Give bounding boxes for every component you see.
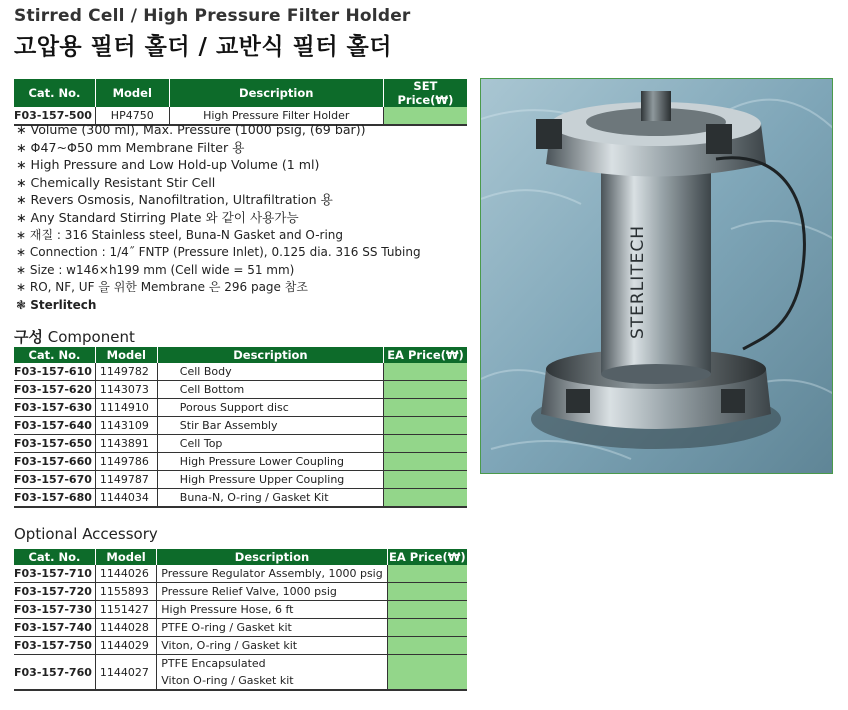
description: High Pressure Filter Holder [169,107,383,125]
description: Pressure Regulator Assembly, 1000 psig [157,565,387,583]
price-cell [387,637,467,655]
brand-engraving: STERLITECH [628,225,648,339]
cat-no: F03-157-760 [14,655,95,691]
feature-item: ∗ Φ47~Φ50 mm Membrane Filter 용 [16,139,245,155]
price-cell [384,453,467,471]
price-cell [384,363,467,381]
description-line-1: PTFE Encapsulated [161,657,266,670]
price-cell [384,381,467,399]
price-cell [384,489,467,508]
feature-item: ∗ Chemically Resistant Stir Cell [16,174,216,190]
description: Cell Bottom [157,381,383,399]
table-row [14,583,467,601]
model: HP4750 [95,107,169,125]
page-title-english: Stirred Cell / High Pressure Filter Holder [14,6,411,26]
cat-no: F03-157-720 [14,583,95,601]
model: 1143109 [95,417,157,435]
table-row [14,637,467,655]
header-model: Model [95,549,156,565]
header-cat-no: Cat. No. [14,549,95,565]
component-table [14,347,467,508]
cat-no: F03-157-730 [14,601,95,619]
header-cat-no: Cat. No. [14,79,95,107]
model: 1151427 [95,601,156,619]
description: Buna-N, O-ring / Gasket Kit [157,489,383,508]
model: 1144029 [95,637,156,655]
feature-list [16,121,421,315]
stirred-cell-illustration [481,79,833,474]
feature-item: ∗ Any Standard Stirring Plate 와 같이 사용가능 [16,209,299,225]
cat-no: F03-157-500 [14,107,95,125]
cat-no: F03-157-620 [14,381,95,399]
description: Cell Top [157,435,383,453]
price-cell [387,565,467,583]
header-price: EA Price(₩) [389,550,466,564]
description: Cell Body [157,363,383,381]
description: Pressure Relief Valve, 1000 psig [157,583,387,601]
model: 1155893 [95,583,156,601]
feature-item: ∗ Size : w146×h199 mm (Cell wide = 51 mm) [16,262,295,277]
description [157,655,387,691]
table-row [14,489,467,508]
cat-no: F03-157-680 [14,489,95,508]
description: High Pressure Hose, 6 ft [157,601,387,619]
price-cell [387,601,467,619]
model: 1114910 [95,399,157,417]
model: 1144034 [95,489,157,508]
table-row [14,363,467,381]
description: High Pressure Lower Coupling [157,453,383,471]
model: 1143073 [95,381,157,399]
table-header-row [14,549,467,565]
model: 1144027 [95,655,156,691]
table-row [14,601,467,619]
cat-no: F03-157-630 [14,399,95,417]
header-description: Description [157,347,383,363]
price-cell [387,583,467,601]
brand-item: ❃ Sterlitech [16,297,97,312]
model: 1149786 [95,453,157,471]
model: 1149782 [95,363,157,381]
cat-no: F03-157-670 [14,471,95,489]
header-description: Description [169,79,383,107]
component-title-en: Component [47,328,135,346]
description: PTFE O-ring / Gasket kit [157,619,387,637]
feature-item: ∗ 재질 : 316 Stainless steel, Buna-N Gasket and O-ring [16,227,344,242]
table-row [14,619,467,637]
page-title-korean: 고압용 필터 홀더 / 교반식 필터 홀더 [14,34,392,60]
price-cell [384,435,467,453]
cat-no: F03-157-640 [14,417,95,435]
cat-no: F03-157-710 [14,565,95,583]
price-cell [384,417,467,435]
table-header-row [14,79,467,107]
cat-no: F03-157-660 [14,453,95,471]
accessory-table [14,549,467,691]
header-model: Model [95,79,169,107]
description: High Pressure Upper Coupling [157,471,383,489]
table-row [14,453,467,471]
header-price: EA Price(₩) [384,347,467,363]
model: 1144028 [95,619,156,637]
cat-no: F03-157-750 [14,637,95,655]
price-cell [384,399,467,417]
cat-no: F03-157-650 [14,435,95,453]
feature-item: ∗ Revers Osmosis, Nanofiltration, Ultrafiltration 용 [16,192,333,208]
component-section-title [14,326,135,347]
price-cell [387,655,467,691]
product-photo [480,78,833,474]
header-model: Model [95,347,157,363]
description-line-2: Viton O-ring / Gasket kit [161,674,294,687]
cat-no: F03-157-610 [14,363,95,381]
table-row [14,655,467,691]
table-row [14,399,467,417]
table-row [14,565,467,583]
header-description: Description [157,549,387,565]
description: Porous Support disc [157,399,383,417]
model: 1144026 [95,565,156,583]
feature-item: ∗ Connection : 1/4˝ FNTP (Pressure Inlet), 0.125 dia. 316 SS Tubing [16,245,421,260]
model: 1149787 [95,471,157,489]
price-cell [387,619,467,637]
table-row [14,381,467,399]
table-row [14,435,467,453]
header-cat-no: Cat. No. [14,347,95,363]
table-header-row [14,347,467,363]
feature-item: ∗ RO, NF, UF 을 위한 Membrane 은 296 page 참조 [16,280,308,295]
accessory-section-title: Optional Accessory [14,525,158,543]
feature-item: ∗ Volume (300 ml), Max. Pressure (1000 psig, (69 bar)) [16,122,366,137]
description: Stir Bar Assembly [157,417,383,435]
table-row [14,471,467,489]
feature-item: ∗ High Pressure and Low Hold-up Volume (1 ml) [16,157,320,173]
description: Viton, O-ring / Gasket kit [157,637,387,655]
price-cell [384,471,467,489]
table-row [14,417,467,435]
component-title-ko: 구성 [14,328,43,346]
cat-no: F03-157-740 [14,619,95,637]
model: 1143891 [95,435,157,453]
main-product-table [14,79,467,126]
header-price: SET Price(₩) [383,79,467,107]
